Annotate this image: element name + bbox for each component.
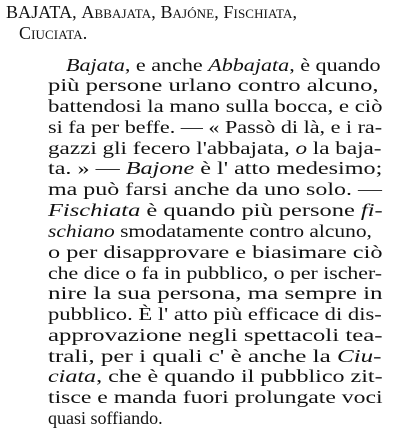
term-bajone: Bajone xyxy=(125,158,195,178)
body-text: smodatamente contro alcuno, xyxy=(114,221,372,241)
headword-bajata: BAJATA, xyxy=(6,2,77,22)
body-line-1 xyxy=(66,55,381,75)
body-line-2 xyxy=(48,75,379,95)
body-line-8 xyxy=(48,200,383,220)
body-text-italic: fi- xyxy=(360,200,383,220)
headword-ciuciata: Ciuciata. xyxy=(19,23,88,43)
body-text: è l' atto medesimo; xyxy=(194,158,383,178)
body-line-9 xyxy=(48,221,372,241)
body-line-15 xyxy=(48,346,382,366)
body-text: tisce e manda fuori prolungate voci xyxy=(48,387,383,407)
term-ciuciata: ciata xyxy=(48,366,97,386)
body-text: , è quando xyxy=(289,55,381,75)
entry-headword xyxy=(6,2,398,44)
term-ciuciata: Ciu- xyxy=(336,346,382,366)
body-line-16 xyxy=(48,366,383,386)
body-line-12 xyxy=(48,283,383,303)
body-text: gazzi gli fecero l'abbajata, xyxy=(48,138,296,158)
body-line-13 xyxy=(48,304,382,324)
body-text: quasi soffiando. xyxy=(48,408,163,428)
body-line-14 xyxy=(48,325,383,345)
body-line-3 xyxy=(48,96,383,116)
headword-abbajata: Abbajata, xyxy=(81,2,156,22)
headword-fischiata: Fischiata, xyxy=(223,2,298,22)
term-abbajata: Abbajata xyxy=(208,55,290,75)
headword-bajone: Bajóne, xyxy=(160,2,219,22)
body-line-17 xyxy=(48,387,383,407)
body-line-4 xyxy=(48,117,382,137)
body-text: si fa per beffe. — « Passò di là, e i ra- xyxy=(48,117,383,137)
body-text: ma può farsi anche da uno solo. — xyxy=(48,179,382,199)
body-text: è quando più persone xyxy=(140,200,361,220)
body-text: battendosi la mano sulla bocca, e ciò xyxy=(48,96,383,116)
body-text: la baja- xyxy=(307,138,382,158)
body-text: pubblico. È l' atto più efficace di dis- xyxy=(48,304,382,324)
body-line-18 xyxy=(48,408,163,428)
body-line-11 xyxy=(48,263,382,283)
term-bajata: Bajata xyxy=(66,55,125,75)
body-text: ta. » — xyxy=(48,158,126,178)
body-text: o per disapprovare e biasimare ciò xyxy=(48,242,383,262)
body-text: trali, per i quali c' è anche la xyxy=(48,346,337,366)
body-text: , che è quando il pubblico zit- xyxy=(96,366,383,386)
body-line-7 xyxy=(48,179,382,199)
body-text: che dice o fa in pubblico, o per ischer- xyxy=(48,263,383,283)
body-text-italic: schiano xyxy=(48,221,115,241)
body-text: nire la sua persona, ma sempre in xyxy=(48,283,383,303)
term-fischiata: Fischiata xyxy=(48,200,141,220)
body-text-italic: o xyxy=(295,138,308,158)
body-text: approvazione negli spettacoli tea- xyxy=(48,325,383,345)
body-line-10 xyxy=(48,242,383,262)
body-line-6 xyxy=(48,158,382,178)
body-text: più persone urlano contro alcuno, xyxy=(48,75,379,95)
body-text: , e anche xyxy=(124,55,209,75)
body-line-5 xyxy=(48,138,381,158)
